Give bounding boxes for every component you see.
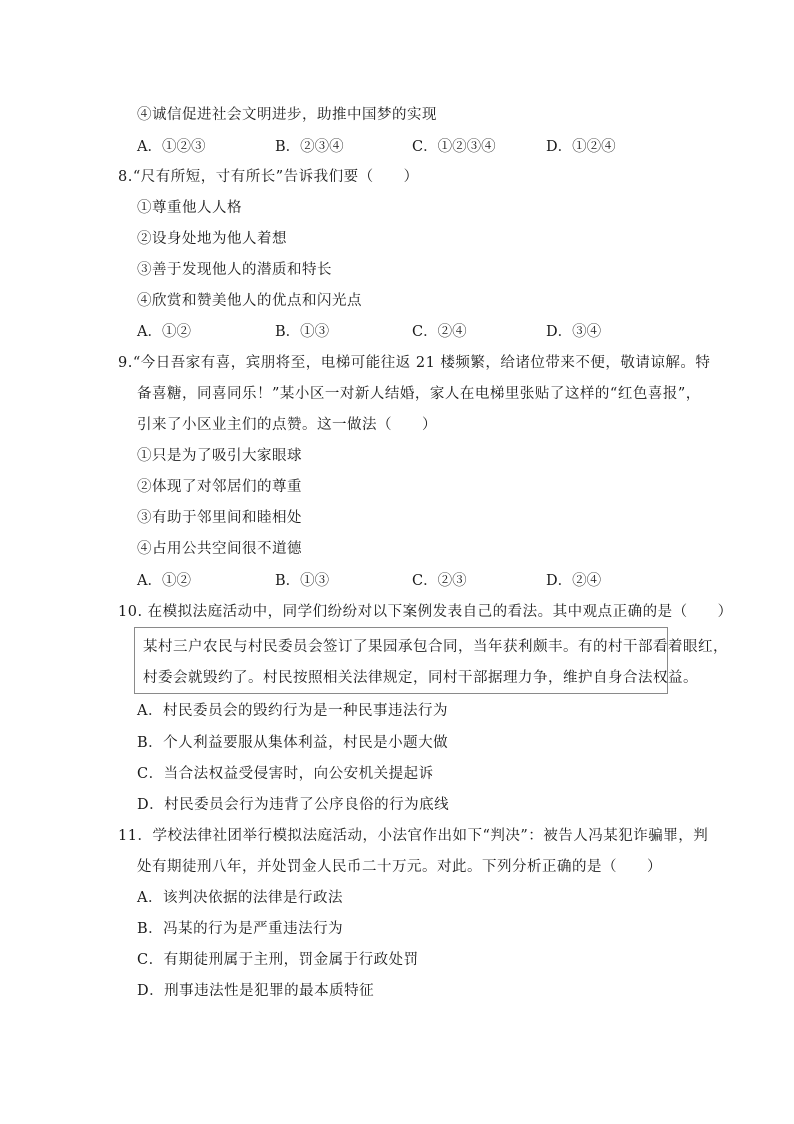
q10-option-d: D．村民委员会行为违背了公序良俗的行为底线: [137, 797, 450, 813]
q8-option-c: C．②④: [412, 324, 467, 340]
q10-stem: 10. 在模拟法庭活动中，同学们纷纷对以下案例发表自己的看法。其中观点正确的是（ ）: [118, 604, 733, 620]
q10-option-a: A．村民委员会的毁约行为是一种民事违法行为: [137, 703, 448, 719]
q9-item-2: ②体现了对邻居们的尊重: [137, 479, 302, 495]
q9-option-a: A．①②: [137, 573, 191, 589]
q8-item-1: ①尊重他人人格: [137, 200, 242, 216]
q8-item-2: ②设身处地为他人着想: [137, 231, 287, 247]
q11-option-d: D．刑事违法性是犯罪的最本质特征: [137, 983, 375, 999]
q9-stem-line-1: 9.“今日吾家有喜，宾朋将至，电梯可能往返 21 楼频繁，给诸位带来不便，敬请谅解。特: [118, 355, 711, 371]
q11-option-a: A．该判决依据的法律是行政法: [137, 890, 343, 906]
q9-option-c: C．②③: [412, 573, 467, 589]
q8-option-d: D．③④: [546, 324, 602, 340]
q7-option-a: A．①②③: [137, 139, 206, 155]
q9-item-4: ④占用公共空间很不道德: [137, 541, 302, 557]
q10-case-box: [134, 627, 728, 694]
q7-option-c: C．①②③④: [412, 139, 496, 155]
q8-option-a: A．①②: [137, 324, 191, 340]
q7-option-b: B．②③④: [275, 139, 344, 155]
q8-item-3: ③善于发现他人的潜质和特长: [137, 262, 332, 278]
q10-option-c: C．当合法权益受侵害时，向公安机关提起诉: [137, 766, 434, 782]
q11-option-b: B．冯某的行为是严重违法行为: [137, 921, 344, 937]
q9-stem-line-3: 引来了小区业主们的点赞。这一做法（ ）: [137, 417, 437, 433]
q11-option-c: C．有期徒刑属于主刑，罚金属于行政处罚: [137, 952, 419, 968]
q11-stem-line-1: 11．学校法律社团举行模拟法庭活动，小法官作出如下“判决”：被告人冯某犯诈骗罪，判: [118, 828, 709, 844]
q8-option-b: B．①③: [275, 324, 330, 340]
q11-stem-line-2: 处有期徒刑八年，并处罚金人民币二十万元。对此。下列分析正确的是（ ）: [137, 859, 662, 875]
q7-option-d: D．①②④: [546, 139, 616, 155]
q10-option-b: B．个人利益要服从集体利益，村民是小题大做: [137, 735, 449, 751]
q9-option-d: D．②④: [546, 573, 602, 589]
q8-item-4: ④欣赏和赞美他人的优点和闪光点: [137, 293, 362, 309]
q7-item-4: ④诚信促进社会文明进步，助推中国梦的实现: [137, 107, 437, 123]
q9-stem-line-2: 备喜糖，同喜同乐！”某小区一对新人结婚，家人在电梯里张贴了这样的“红色喜报”，: [137, 386, 701, 402]
q10-case-line-2: 村委会就毁约了。村民按照相关法律规定，同村干部据理力争，维护自身合法权益。: [143, 670, 698, 686]
q9-item-3: ③有助于邻里间和睦相处: [137, 510, 302, 526]
q9-option-b: B．①③: [275, 573, 330, 589]
q9-item-1: ①只是为了吸引大家眼球: [137, 448, 302, 464]
q8-stem: 8.“尺有所短，寸有所长”告诉我们要（ ）: [118, 169, 419, 185]
q10-case-line-1: 某村三户农民与村民委员会签订了果园承包合同，当年获利颇丰。有的村干部看着眼红，: [143, 639, 728, 655]
